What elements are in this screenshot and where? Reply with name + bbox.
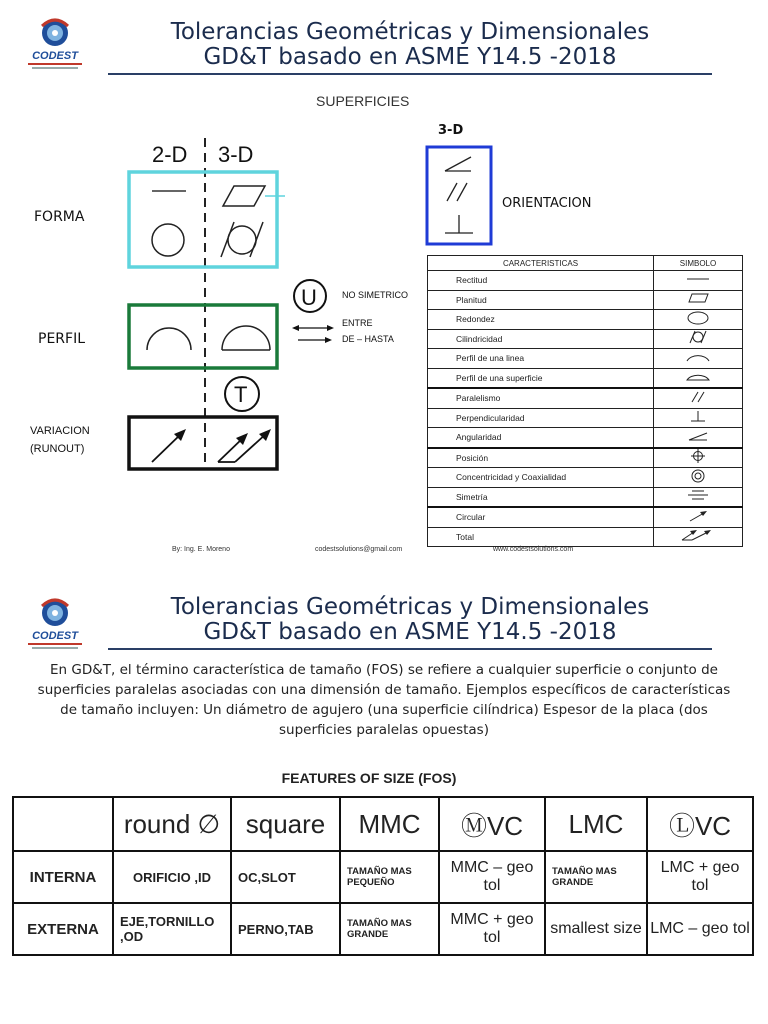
title-divider: [108, 648, 712, 650]
fos-description: En GD&T, el término característica de tamaño (FOS) se refiere a cualquier superficie o conjunto de superficies paralelas asociadas con una dimensión de tamaño. Ejemplos específicos de características de tamaño incluyen: Un diámetro de agujero (una superficie cilíndrica) Espesor de la placa (dos superficies paralelas opuestas): [37, 662, 731, 738]
row-label-forma: FORMA: [34, 209, 85, 225]
u-label: NO SIMETRICO: [342, 290, 409, 300]
fos-row-externa: [13, 903, 753, 955]
parallelism-icon: [447, 183, 467, 201]
perpendicularity-icon: [683, 410, 713, 422]
lmc-vc-cell: LMC – geo tol: [647, 903, 753, 955]
row-label-perfil: PERFIL: [38, 331, 85, 347]
cylindricity-icon: [683, 330, 713, 344]
surface-profile-icon: [222, 326, 270, 350]
svg-text:U: U: [301, 285, 317, 310]
fos-header-row: [13, 797, 753, 851]
lmc-cell: smallest size: [545, 903, 647, 955]
fos-header-mmc-vc: ⓂVC: [439, 797, 545, 851]
total-runout-icon: [678, 529, 718, 541]
footer-email: codestsolutions@gmail.com: [315, 546, 403, 553]
surfaces-diagram: [120, 130, 420, 475]
table-row: Redondez: [428, 310, 743, 330]
entre-label: ENTRE: [342, 318, 373, 328]
table-row: Perpendicularidad: [428, 408, 743, 428]
straightness-icon: [683, 274, 713, 284]
angularity-icon: [683, 430, 713, 442]
header-3d: 3-D: [218, 142, 254, 167]
u-symbol-group: [288, 278, 338, 350]
fos-header-mmc: MMC: [340, 797, 439, 851]
concentricity-icon: [683, 469, 713, 483]
square-cell: OC,SLOT: [231, 851, 340, 903]
position-icon: [683, 449, 713, 463]
page-title-line2: GD&T basado en ASME Y14.5 -2018: [203, 44, 617, 70]
section-heading: SUPERFICIES: [316, 93, 410, 109]
table-row: Rectitud: [428, 271, 743, 291]
lmc-vc-cell: LMC + geo tol: [647, 851, 753, 903]
cylindricity-icon: [221, 222, 263, 257]
table-row: Perfil de una superficie: [428, 368, 743, 388]
header-2d: 2-D: [152, 142, 188, 167]
total-runout-icon: [218, 429, 271, 462]
from-to-arrow-icon: [298, 337, 332, 343]
fos-header-lmc: LMC: [545, 797, 647, 851]
logo-text: CODEST: [32, 630, 78, 642]
table-row: Posición: [428, 448, 743, 468]
fos-header-square: square: [231, 797, 340, 851]
circular-runout-icon: [683, 510, 713, 522]
table-row: Paralelismo: [428, 388, 743, 408]
page-title-line2: GD&T basado en ASME Y14.5 -2018: [203, 619, 617, 645]
circular-runout-icon: [152, 429, 186, 462]
round-cell: ORIFICIO ,ID: [113, 851, 231, 903]
fos-header-lmc-vc: ⓁVC: [647, 797, 753, 851]
row-label: INTERNA: [13, 851, 113, 903]
svg-text:T: T: [234, 382, 248, 407]
round-cell: EJE,TORNILLO ,OD: [113, 903, 231, 955]
slide-features-of-size: [0, 580, 768, 1024]
hasta-label: DE – HASTA: [342, 334, 394, 344]
row-label-variacion: VARIACION: [30, 425, 90, 437]
table-row: Perfil de una linea: [428, 349, 743, 369]
table-row: Circular: [428, 507, 743, 527]
fos-header-empty: [13, 797, 113, 851]
table-row: Concentricidad y Coaxialidad: [428, 468, 743, 488]
lmc-cell: TAMAÑO MAS GRANDE: [545, 851, 647, 903]
mmc-cell: TAMAÑO MAS GRANDE: [340, 903, 439, 955]
row-label-runout: (RUNOUT): [30, 443, 85, 455]
orient-header: 3-D: [438, 123, 464, 138]
mmc-vc-cell: MMC + geo tol: [439, 903, 545, 955]
parallelism-icon: [683, 391, 713, 403]
line-profile-icon: [147, 328, 191, 350]
line-profile-icon: [683, 352, 713, 362]
table-row: Angularidad: [428, 428, 743, 448]
circularity-icon: [152, 224, 184, 256]
mmc-cell: TAMAÑO MAS PEQUEÑO: [340, 851, 439, 903]
mmc-vc-cell: MMC – geo tol: [439, 851, 545, 903]
fos-table: [12, 796, 754, 956]
perpendicularity-icon: [445, 215, 473, 233]
symmetry-icon: [683, 489, 713, 501]
table-row: Total: [428, 527, 743, 547]
table-row: Simetría: [428, 487, 743, 507]
fos-header-round: round ∅: [113, 797, 231, 851]
footer-website: www.codestsolutions.com: [493, 546, 574, 553]
page-title-line1: Tolerancias Geométricas y Dimensionales: [170, 594, 650, 620]
page-title-line1: Tolerancias Geométricas y Dimensionales: [170, 19, 650, 45]
flatness-icon: [683, 292, 713, 304]
table-row: Cilindricidad: [428, 329, 743, 349]
logo-text: CODEST: [32, 50, 78, 62]
orientation-box: [425, 145, 495, 247]
between-arrow-icon: [292, 325, 334, 331]
surface-profile-icon: [683, 371, 713, 381]
orient-label: ORIENTACION: [502, 196, 592, 211]
square-cell: PERNO,TAB: [231, 903, 340, 955]
fos-table-title: FEATURES OF SIZE (FOS): [281, 770, 457, 786]
codest-logo: [22, 596, 88, 656]
fos-row-interna: [13, 851, 753, 903]
circularity-icon: [683, 311, 713, 325]
gear-globe-icon: [22, 596, 88, 630]
angularity-icon: [445, 157, 471, 171]
table-row: Planitud: [428, 290, 743, 310]
codest-logo: [22, 16, 88, 76]
footer-author: By: Ing. E. Moreno: [172, 546, 230, 553]
table-header-characteristics: CARACTERISTICAS: [428, 256, 654, 271]
gear-globe-icon: [22, 16, 88, 50]
title-divider: [108, 73, 712, 75]
flatness-icon: [223, 186, 265, 206]
characteristics-table: [427, 255, 743, 547]
table-header-symbol: SIMBOLO: [654, 256, 743, 271]
row-label: EXTERNA: [13, 903, 113, 955]
